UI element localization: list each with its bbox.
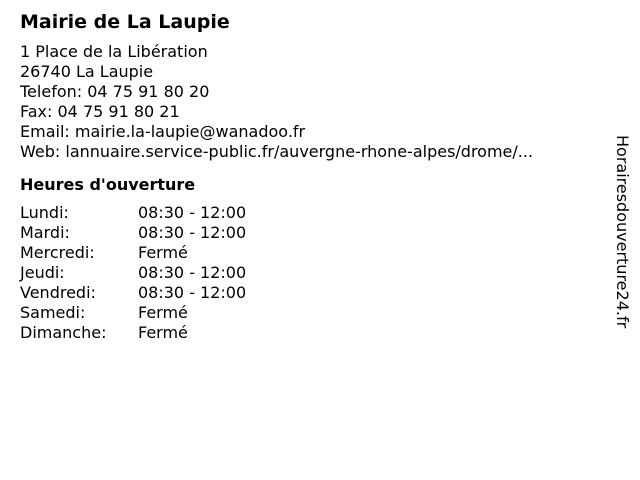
fax-label: Fax:: [20, 102, 53, 121]
hours-row: [20, 223, 600, 243]
page-title: Mairie de La Laupie: [20, 11, 230, 33]
hours-time: Fermé: [138, 323, 188, 342]
web-line: [20, 142, 600, 162]
hours-day: Mardi:: [20, 223, 70, 242]
hours-heading: Heures d'ouverture: [20, 175, 196, 194]
hours-time: Fermé: [138, 243, 188, 262]
hours-day: Dimanche:: [20, 323, 107, 342]
hours-time: 08:30 - 12:00: [138, 203, 247, 222]
hours-row: [20, 203, 600, 223]
hours-row: [20, 263, 600, 283]
phone-line: [20, 82, 600, 102]
email-label: Email:: [20, 122, 70, 141]
fax-line: [20, 102, 600, 122]
fax-number: 04 75 91 80 21: [57, 102, 180, 121]
phone-label: Telefon:: [20, 82, 83, 101]
hours-time: Fermé: [138, 303, 188, 322]
hours-day: Lundi:: [20, 203, 69, 222]
address-line-2: 26740 La Laupie: [20, 62, 154, 81]
site-brand-vertical[interactable]: Horairesdouverture24.fr: [613, 135, 632, 329]
address-line-1: 1 Place de la Libération: [20, 42, 208, 61]
email-line: [20, 122, 600, 142]
hours-row: [20, 303, 600, 323]
hours-time: 08:30 - 12:00: [138, 263, 247, 282]
email-link[interactable]: mairie.la-laupie@wanadoo.fr: [74, 122, 306, 141]
hours-row: [20, 283, 600, 303]
web-link[interactable]: lannuaire.service-public.fr/auvergne-rhone-alpes/drome/...: [65, 142, 534, 161]
hours-time: 08:30 - 12:00: [138, 283, 247, 302]
hours-table: [20, 203, 600, 343]
hours-day: Jeudi:: [20, 263, 65, 282]
web-label: Web:: [20, 142, 61, 161]
hours-time: 08:30 - 12:00: [138, 223, 247, 242]
listing-card: [20, 10, 600, 343]
hours-day: Samedi:: [20, 303, 86, 322]
hours-day: Mercredi:: [20, 243, 95, 262]
hours-row: [20, 323, 600, 343]
hours-day: Vendredi:: [20, 283, 96, 302]
hours-row: [20, 243, 600, 263]
phone-number[interactable]: 04 75 91 80 20: [87, 82, 210, 101]
